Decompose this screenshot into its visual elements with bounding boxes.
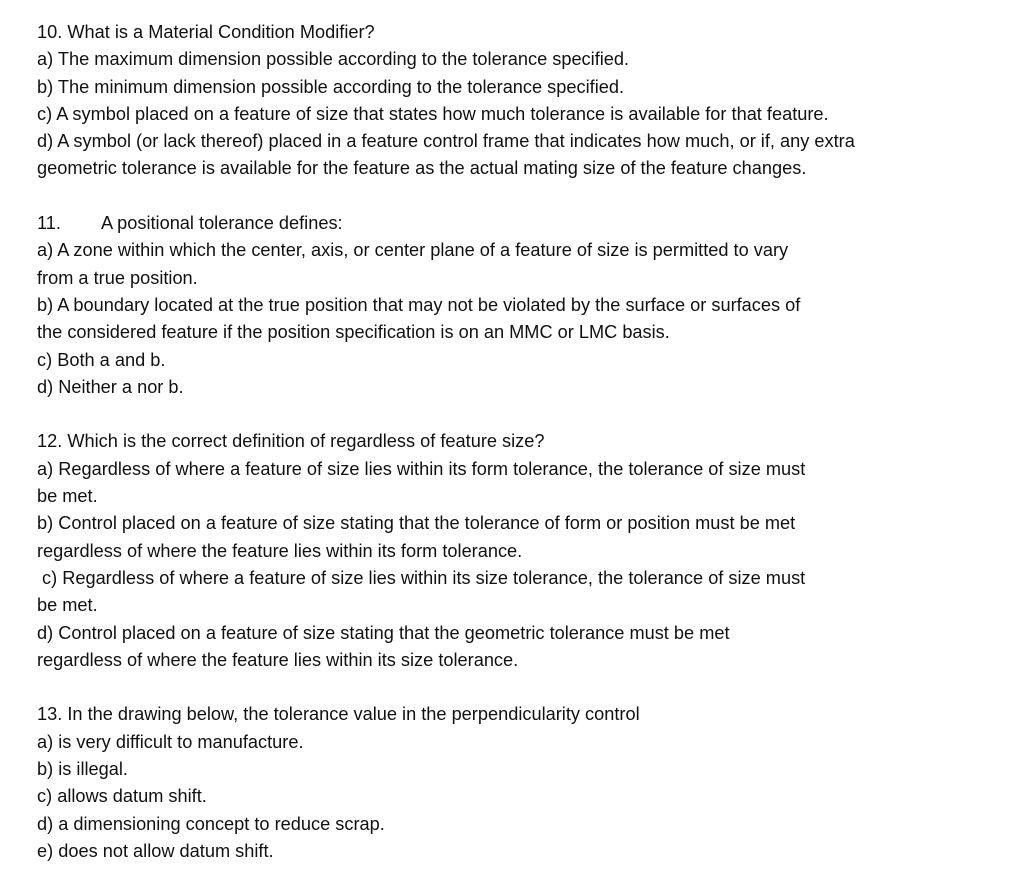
answer-option: a) is very difficult to manufacture. xyxy=(37,731,304,752)
answer-option: a) The maximum dimension possible according to the tolerance specified. xyxy=(37,49,630,70)
question-13 xyxy=(37,701,997,865)
answer-option-continuation: from a true position. xyxy=(37,267,198,288)
question-number: 13. xyxy=(37,704,63,725)
answer-option-continuation: regardless of where the feature lies within its form tolerance. xyxy=(37,540,523,561)
answer-option: c) Both a and b. xyxy=(37,349,166,370)
answer-option: a) A zone within which the center, axis, or center plane of a feature of size is permitted to vary xyxy=(37,240,789,261)
question-12 xyxy=(37,428,997,674)
answer-option: d) a dimensioning concept to reduce scrap. xyxy=(37,813,385,834)
answer-option: b) Control placed on a feature of size stating that the tolerance of form or position must be met xyxy=(37,513,796,534)
question-number: 10. xyxy=(37,22,63,42)
answer-option: d) Control placed on a feature of size stating that the geometric tolerance must be met xyxy=(37,622,730,643)
question-prompt: A positional tolerance defines: xyxy=(100,213,343,234)
question-prompt: In the drawing below, the tolerance value in the perpendicularity control xyxy=(67,704,640,725)
answer-option: a) Regardless of where a feature of size lies within its form tolerance, the tolerance of size must xyxy=(37,458,806,479)
question-number: 11. xyxy=(37,213,61,234)
question-prompt: What is a Material Condition Modifier? xyxy=(67,22,375,42)
answer-option: b) The minimum dimension possible according to the tolerance specified. xyxy=(37,76,625,97)
question-prompt: Which is the correct definition of regardless of feature size? xyxy=(67,431,545,452)
answer-option: b) is illegal. xyxy=(37,759,128,780)
question-10 xyxy=(37,19,997,183)
answer-option-continuation: geometric tolerance is available for the feature as the actual mating size of the feature changes. xyxy=(37,158,807,179)
question-prompt-line xyxy=(37,701,997,728)
question-prompt-line xyxy=(37,19,997,46)
question-11 xyxy=(37,210,997,401)
answer-option: c) Regardless of where a feature of size lies within its size tolerance, the tolerance of size must xyxy=(42,567,806,588)
answer-option-continuation: regardless of where the feature lies within its size tolerance. xyxy=(37,649,519,670)
question-prompt-line xyxy=(37,428,997,455)
answer-option: b) A boundary located at the true position that may not be violated by the surface or surfaces of xyxy=(37,294,801,315)
answer-option: c) A symbol placed on a feature of size that states how much tolerance is available for that feature. xyxy=(37,103,829,124)
answer-option-continuation: the considered feature if the position specification is on an MMC or LMC basis. xyxy=(37,322,670,343)
answer-option: d) A symbol (or lack thereof) placed in a feature control frame that indicates how much, or if, any extra xyxy=(37,131,855,152)
answer-option-continuation: be met. xyxy=(37,486,98,507)
question-document xyxy=(37,19,997,893)
answer-option: e) does not allow datum shift. xyxy=(37,840,274,861)
answer-option-continuation: be met. xyxy=(37,595,98,616)
question-prompt-line xyxy=(37,210,997,237)
question-number: 12. xyxy=(37,431,63,452)
answer-option: d) Neither a nor b. xyxy=(37,376,184,397)
answer-option: c) allows datum shift. xyxy=(37,786,207,807)
